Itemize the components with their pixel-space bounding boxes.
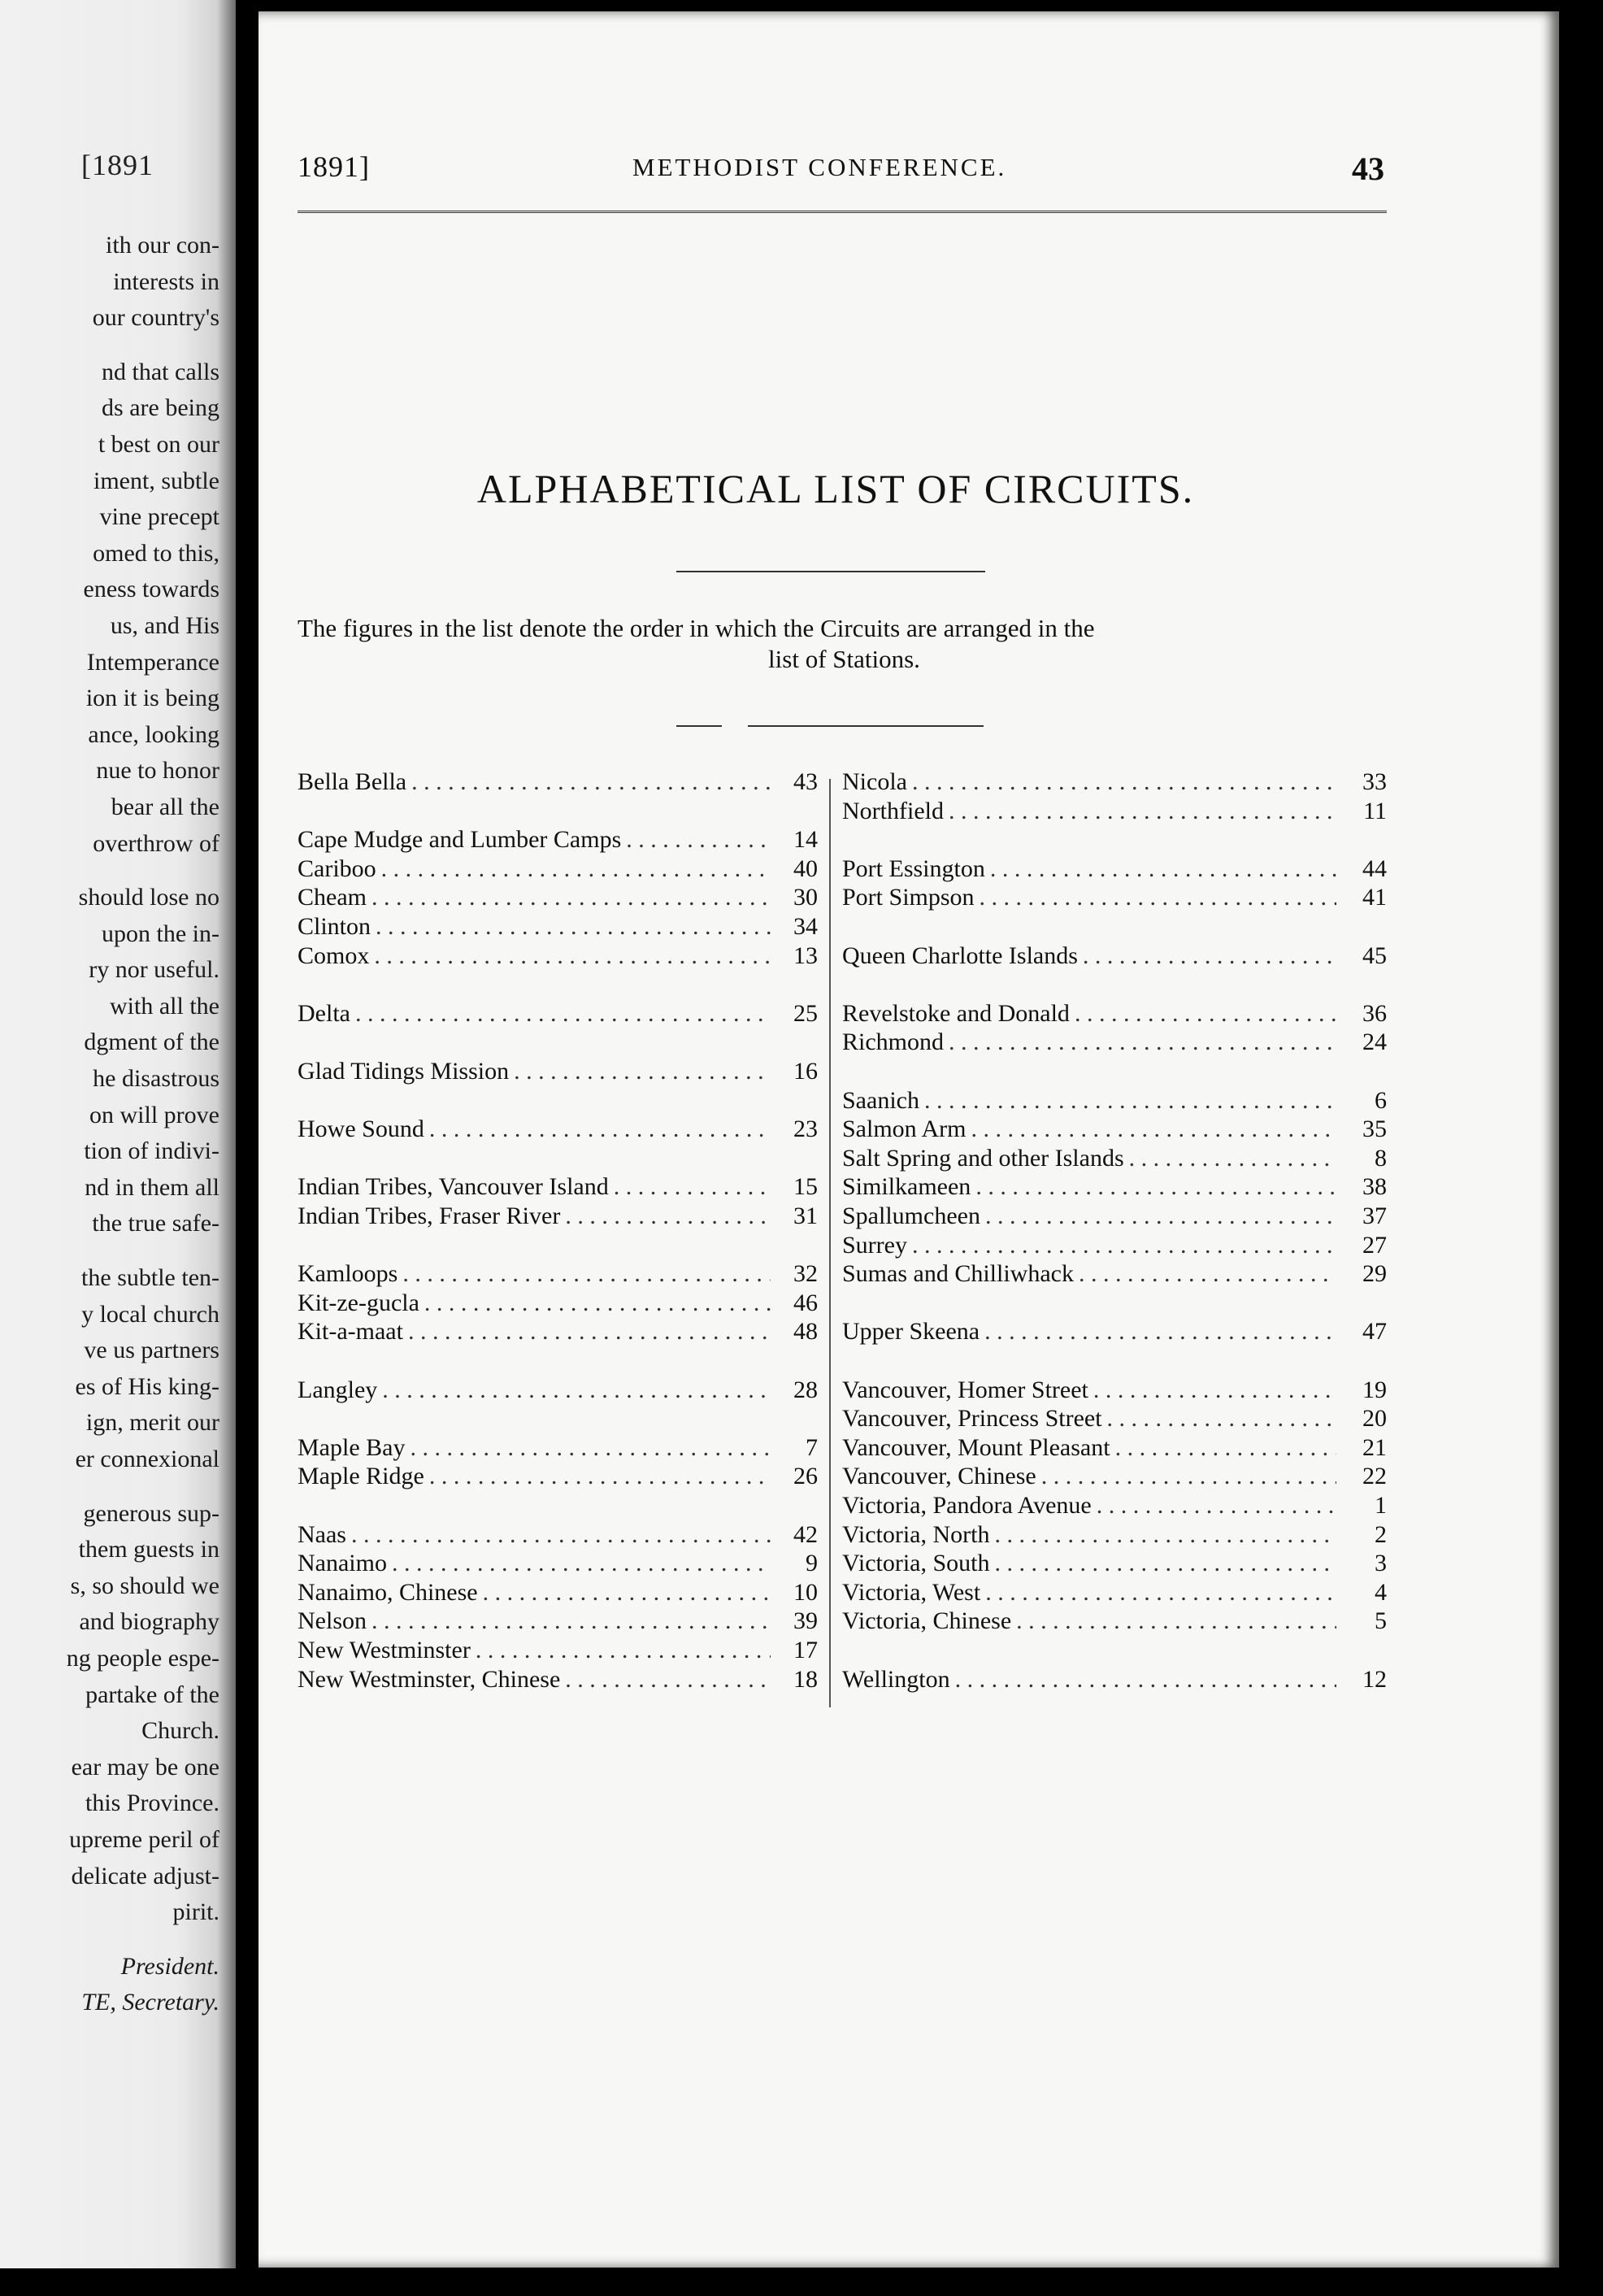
dot-leader (374, 941, 771, 971)
station-order-number: 26 (793, 1463, 818, 1490)
station-order-number: 21 (1362, 1433, 1387, 1461)
facing-page-line: ance, looking (88, 720, 219, 748)
circuit-name: New Westminster, Chinese (298, 1665, 561, 1693)
note-line-1: The figures in the list denote the order in which the Circuits are arranged in the (298, 614, 1095, 642)
circuit-name: Salt Spring and other Islands (842, 1144, 1124, 1172)
facing-page-line: nd that calls (102, 358, 219, 385)
circuit-name: Delta (298, 999, 350, 1027)
dot-leader (955, 1665, 1336, 1694)
facing-page-line: Church. (141, 1717, 219, 1745)
station-order-number: 22 (1362, 1463, 1387, 1490)
circuit-name: Queen Charlotte Islands (842, 941, 1078, 969)
circuit-entry (842, 1144, 1387, 1173)
station-order-number: 34 (793, 913, 818, 940)
station-order-number: 46 (793, 1289, 818, 1316)
dot-leader (912, 1231, 1336, 1260)
facing-page-year: [1891 (81, 149, 154, 181)
dot-leader (994, 1520, 1336, 1550)
page-number: 43 (1352, 150, 1384, 187)
circuit-entry (298, 999, 818, 1028)
dot-leader (1097, 1491, 1336, 1520)
circuit-name: Wellington (842, 1665, 950, 1693)
station-order-number: 23 (793, 1115, 818, 1143)
station-order-number: 43 (793, 768, 818, 795)
circuit-entry (842, 1462, 1387, 1491)
station-order-number: 32 (793, 1260, 818, 1288)
dot-leader (392, 1549, 771, 1578)
dot-leader (371, 883, 771, 912)
dot-leader (402, 1259, 771, 1289)
circuit-entry (298, 1057, 818, 1086)
circuit-name: Kit-ze-gucla (298, 1289, 419, 1316)
circuit-name: Comox (298, 941, 370, 969)
header-title: METHODIST CONFERENCE. (632, 153, 1007, 181)
circuit-name: Vancouver, Princess Street (842, 1405, 1102, 1433)
circuit-name: New Westminster (298, 1637, 471, 1663)
station-order-number: 7 (806, 1433, 818, 1461)
facing-page-line: y local church (81, 1300, 219, 1328)
circuit-name: Vancouver, Mount Pleasant (842, 1433, 1110, 1461)
circuit-name: Cheam (298, 884, 367, 911)
dot-leader (985, 1578, 1336, 1607)
circuit-entry (298, 768, 818, 797)
header-year: 1891] (298, 150, 370, 183)
separator-rule-short (676, 725, 722, 727)
circuit-entry (842, 1549, 1387, 1578)
circuit-entry (298, 1665, 818, 1694)
dot-leader (1016, 1607, 1336, 1636)
station-order-number: 38 (1362, 1173, 1387, 1201)
circuit-entry (298, 1636, 818, 1665)
dot-leader (1107, 1404, 1336, 1433)
dot-leader (626, 825, 771, 854)
dot-leader (985, 1202, 1336, 1231)
dot-leader (912, 768, 1336, 797)
circuit-entry (298, 854, 818, 884)
circuit-entry (298, 825, 818, 854)
facing-page-line: with all the (110, 992, 219, 1020)
station-order-number: 29 (1362, 1260, 1387, 1288)
circuit-entry (842, 1115, 1387, 1144)
station-order-number: 4 (1375, 1578, 1387, 1606)
circuit-entry (842, 999, 1387, 1028)
circuit-entry (298, 1259, 818, 1289)
circuit-name: Nanaimo (298, 1550, 387, 1577)
circuit-name: Victoria, West (842, 1578, 981, 1606)
circuit-name: Clinton (298, 913, 371, 940)
dot-leader (924, 1086, 1336, 1115)
circuit-entry (842, 1491, 1387, 1520)
facing-page-line: pirit. (172, 1898, 219, 1926)
header-rule (298, 211, 1387, 213)
circuit-name: Victoria, North (842, 1520, 990, 1548)
facing-page-line: this Province. (85, 1789, 219, 1817)
facing-page-line: Intemperance (86, 648, 219, 676)
dot-leader (984, 1317, 1336, 1346)
facing-page-line: upon the in- (102, 920, 219, 947)
dot-leader (483, 1578, 771, 1607)
station-order-number: 16 (793, 1058, 818, 1085)
circuit-entry (842, 1520, 1387, 1550)
running-header (258, 11, 1559, 223)
circuit-name: Nicola (842, 768, 907, 795)
circuit-entry (842, 1086, 1387, 1115)
station-order-number: 47 (1362, 1318, 1387, 1346)
station-order-number: 2 (1375, 1520, 1387, 1548)
facing-page-line: President. (120, 1952, 219, 1980)
circuit-name: Bella Bella (298, 768, 407, 795)
station-order-number: 20 (1362, 1405, 1387, 1433)
circuit-entry (842, 941, 1387, 971)
circuit-entry (842, 1259, 1387, 1289)
facing-page-line: upreme peril of (69, 1825, 219, 1853)
facing-page-line: generous sup- (83, 1499, 219, 1527)
station-order-number: 3 (1375, 1550, 1387, 1577)
facing-page-line: on will prove (89, 1101, 219, 1128)
column-divider (829, 779, 831, 1707)
dot-leader (355, 999, 771, 1028)
facing-page-line: omed to this, (93, 539, 219, 567)
facing-page-line: he disastrous (93, 1065, 219, 1093)
station-order-number: 12 (1362, 1665, 1387, 1693)
circuit-entry (298, 1462, 818, 1491)
dot-leader (614, 1172, 771, 1202)
facing-page-line: ith our con- (106, 232, 219, 259)
facing-page-line: ear may be one (71, 1753, 219, 1781)
dot-leader (995, 1549, 1336, 1578)
circuit-entry (842, 1665, 1387, 1694)
circuit-name: Vancouver, Chinese (842, 1463, 1036, 1490)
station-order-number: 18 (793, 1665, 818, 1693)
circuit-name: Cariboo (298, 854, 376, 882)
dot-leader (424, 1289, 771, 1318)
facing-page-line: iment, subtle (93, 467, 219, 494)
facing-page-line: ign, merit our (85, 1409, 219, 1437)
facing-page-line: ion it is being (85, 685, 219, 712)
dot-leader (376, 912, 771, 941)
facing-page-line: delicate adjust- (71, 1862, 219, 1889)
circuit-name: Victoria, South (842, 1550, 990, 1577)
note-line-2: list of Stations. (768, 645, 920, 673)
dot-leader (980, 883, 1336, 912)
circuit-name: Saanich (842, 1086, 919, 1114)
station-order-number: 33 (1362, 768, 1387, 795)
station-order-number: 24 (1362, 1028, 1387, 1056)
circuit-name: Spallumcheen (842, 1202, 980, 1229)
circuit-entry (298, 1115, 818, 1144)
station-order-number: 31 (793, 1202, 818, 1229)
circuit-name: Vancouver, Homer Street (842, 1376, 1088, 1403)
title-rule (676, 571, 985, 572)
dot-leader (429, 1462, 771, 1491)
circuit-name: Surrey (842, 1231, 907, 1259)
station-order-number: 6 (1375, 1086, 1387, 1114)
circuit-name: Richmond (842, 1028, 944, 1056)
circuit-entry (298, 912, 818, 941)
circuit-entry (842, 797, 1387, 826)
dot-leader (476, 1636, 771, 1665)
circuit-entry (298, 1202, 818, 1231)
station-order-number: 30 (793, 884, 818, 911)
station-order-number: 14 (793, 826, 818, 854)
circuit-entry (298, 1549, 818, 1578)
facing-page-line: bear all the (111, 793, 219, 820)
station-order-number: 40 (793, 854, 818, 882)
explanatory-note (298, 613, 1391, 675)
facing-page-line: nue to honor (96, 757, 219, 785)
facing-page-line: our country's (92, 304, 219, 332)
circuit-entry (842, 1172, 1387, 1202)
page-title: ALPHABETICAL LIST OF CIRCUITS. (476, 466, 1195, 511)
station-order-number: 8 (1375, 1144, 1387, 1172)
station-order-number: 42 (793, 1520, 818, 1548)
station-order-number: 27 (1362, 1231, 1387, 1259)
circuit-entry (298, 1376, 818, 1405)
dot-leader (1041, 1462, 1336, 1491)
facing-page-line: TE, Secretary. (81, 1989, 219, 2016)
facing-page-line: es of His king- (75, 1372, 219, 1400)
dot-leader (381, 854, 771, 884)
facing-page-line: interests in (113, 267, 219, 295)
dot-leader (975, 1172, 1336, 1202)
document-page (258, 11, 1559, 2268)
circuit-entry (842, 1028, 1387, 1057)
circuit-name: Sumas and Chilliwhack (842, 1260, 1074, 1288)
circuit-name: Victoria, Pandora Avenue (842, 1492, 1092, 1519)
circuit-entry (298, 1520, 818, 1550)
station-order-number: 15 (793, 1173, 818, 1201)
station-order-number: 28 (793, 1376, 818, 1403)
facing-page-line: nd in them all (85, 1173, 219, 1201)
dot-leader (1079, 1259, 1336, 1289)
facing-page-line: vine precept (99, 503, 219, 531)
circuit-entry (842, 1607, 1387, 1636)
station-order-number: 37 (1362, 1202, 1387, 1229)
circuit-name: Cape Mudge and Lumber Camps (298, 826, 622, 854)
circuit-name: Howe Sound (298, 1115, 424, 1143)
station-order-number: 17 (793, 1637, 818, 1663)
dot-leader (382, 1376, 771, 1405)
facing-page-line: ng people espe- (66, 1644, 219, 1672)
circuit-entry (842, 1404, 1387, 1433)
station-order-number: 36 (1362, 999, 1387, 1027)
facing-page (0, 0, 236, 2268)
circuit-name: Northfield (842, 797, 944, 824)
circuit-entry (842, 1578, 1387, 1607)
station-order-number: 9 (806, 1550, 818, 1577)
facing-page-line: the subtle ten- (81, 1264, 219, 1292)
station-order-number: 19 (1362, 1376, 1387, 1403)
facing-page-line: partake of the (85, 1681, 219, 1708)
circuit-name: Similkameen (842, 1173, 971, 1201)
circuit-name: Upper Skeena (842, 1318, 980, 1346)
circuit-name: Maple Ridge (298, 1463, 424, 1490)
station-order-number: 44 (1362, 854, 1387, 882)
circuit-entry (298, 1317, 818, 1346)
circuit-name: Victoria, Chinese (842, 1607, 1012, 1635)
circuit-entry (842, 768, 1387, 797)
facing-page-line: ry nor useful. (89, 956, 219, 984)
facing-page-line: overthrow of (93, 829, 219, 857)
facing-page-line: ve us partners (84, 1337, 219, 1364)
circuit-entry (842, 883, 1387, 912)
circuit-name: Port Simpson (842, 884, 975, 911)
circuit-name: Indian Tribes, Vancouver Island (298, 1173, 609, 1201)
facing-page-line: tion of indivi- (84, 1137, 219, 1165)
dot-leader (565, 1202, 771, 1231)
circuit-name: Salmon Arm (842, 1115, 967, 1143)
dot-leader (411, 768, 771, 797)
circuit-entry (842, 854, 1387, 884)
station-order-number: 25 (793, 999, 818, 1027)
station-order-number: 48 (793, 1318, 818, 1346)
facing-page-line: and biography (79, 1608, 219, 1636)
facing-page-line: eness towards (83, 576, 219, 603)
circuit-entry (298, 1433, 818, 1463)
station-order-number: 45 (1362, 941, 1387, 969)
station-order-number: 13 (793, 941, 818, 969)
dot-leader (1115, 1433, 1336, 1463)
circuit-entry (298, 1607, 818, 1636)
facing-page-line: them guests in (78, 1536, 219, 1563)
circuit-entry (298, 1578, 818, 1607)
facing-page-line: ds are being (102, 394, 219, 422)
circuit-entry (842, 1317, 1387, 1346)
circuit-name: Glad Tidings Mission (298, 1058, 510, 1085)
facing-page-line: t best on our (98, 430, 219, 458)
circuit-entry (842, 1202, 1387, 1231)
circuit-entry (842, 1433, 1387, 1463)
facing-page-line: should lose no (78, 884, 219, 911)
station-order-number: 5 (1375, 1607, 1387, 1635)
circuit-entry (842, 1376, 1387, 1405)
station-order-number: 35 (1362, 1115, 1387, 1143)
facing-page-line: dgment of the (84, 1028, 219, 1056)
dot-leader (971, 1115, 1336, 1144)
dot-leader (514, 1057, 771, 1086)
circuit-entry (842, 1231, 1387, 1260)
circuit-name: Naas (298, 1520, 346, 1548)
dot-leader (351, 1520, 771, 1550)
dot-leader (990, 854, 1336, 884)
circuit-entry (298, 883, 818, 912)
dot-leader (949, 797, 1336, 826)
circuit-entry (298, 1172, 818, 1202)
dot-leader (1129, 1144, 1336, 1173)
dot-leader (410, 1433, 771, 1463)
circuit-name: Nelson (298, 1607, 367, 1635)
dot-leader (565, 1665, 771, 1694)
dot-leader (1075, 999, 1336, 1028)
dot-leader (949, 1028, 1336, 1057)
circuit-name: Kit-a-maat (298, 1318, 403, 1346)
circuit-name: Nanaimo, Chinese (298, 1578, 478, 1606)
circuit-entry (298, 1289, 818, 1318)
dot-leader (1083, 941, 1336, 971)
dot-leader (1093, 1376, 1336, 1405)
dot-leader (371, 1607, 771, 1636)
circuit-name: Maple Bay (298, 1433, 406, 1461)
circuit-name: Indian Tribes, Fraser River (298, 1202, 561, 1229)
dot-leader (429, 1115, 771, 1144)
station-order-number: 11 (1363, 797, 1387, 824)
facing-page-line: er connexional (75, 1446, 219, 1472)
circuit-name: Langley (298, 1376, 378, 1403)
station-order-number: 10 (793, 1578, 818, 1606)
circuit-name: Revelstoke and Donald (842, 999, 1070, 1027)
separator-rule-long (748, 725, 984, 727)
circuit-entry (298, 941, 818, 971)
circuit-name: Kamloops (298, 1260, 398, 1288)
dot-leader (408, 1317, 771, 1346)
station-order-number: 39 (793, 1607, 818, 1635)
circuit-name: Port Essington (842, 854, 985, 882)
facing-page-line: us, and His (110, 611, 219, 639)
station-order-number: 41 (1362, 884, 1387, 911)
station-order-number: 1 (1375, 1492, 1387, 1519)
facing-page-line: the true safe- (92, 1210, 219, 1237)
facing-page-line: s, so should we (70, 1572, 219, 1599)
